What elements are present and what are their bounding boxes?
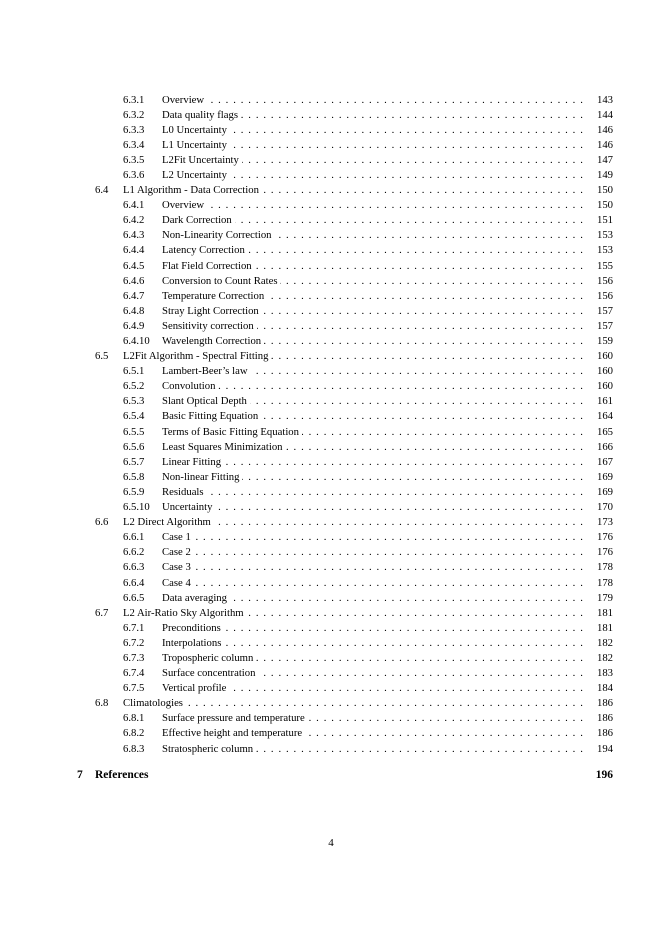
toc-entry-title: Data averaging (162, 591, 230, 606)
toc-entry-number: 6.5.5 (123, 425, 145, 438)
toc-entry-page: 157 (594, 304, 613, 319)
toc-entry-number: 6.6.3 (123, 561, 145, 574)
toc-entry-title: Case 1 (162, 530, 194, 545)
toc-entry[interactable] (0, 243, 662, 258)
toc-entry-number: 6.4 (95, 184, 109, 197)
toc-entry-title: Basic Fitting Equation (162, 409, 261, 424)
toc-chapter-references[interactable] (0, 767, 662, 783)
toc-entry-page: 156 (594, 274, 613, 289)
toc-entry-title: Flat Field Correction (162, 259, 255, 274)
toc-entry-title: L2Fit Uncertainty (162, 153, 242, 168)
toc-entry[interactable] (0, 183, 662, 198)
toc-entry-number: 6.3.6 (123, 168, 145, 181)
toc-entry-title: Dark Correction (162, 213, 235, 228)
toc-entry-page: 144 (594, 108, 613, 123)
toc-entry-title: Stratospheric column (162, 742, 256, 757)
toc-entry-number: 6.5.9 (123, 485, 145, 498)
toc-entry-number: 6.5 (95, 350, 109, 363)
dot-leader (123, 696, 584, 711)
toc-entry-title: Sensitivity correction (162, 319, 257, 334)
toc-entry-page: 147 (594, 153, 613, 168)
toc-entry[interactable] (0, 319, 662, 334)
toc-entry-page: 150 (594, 183, 613, 198)
dot-leader (162, 545, 584, 560)
toc-entry[interactable] (0, 213, 662, 228)
toc-entry-number: 6.4.1 (123, 199, 145, 212)
toc-entry-title: Slant Optical Depth (162, 394, 250, 409)
toc-entry-title: Tropospheric column (162, 651, 256, 666)
dot-leader (162, 576, 584, 591)
toc-entry-title: Overview (162, 198, 207, 213)
toc-entry[interactable] (0, 123, 662, 138)
toc-entry-number: 6.5.8 (123, 470, 145, 483)
toc-entry-page: 156 (594, 289, 613, 304)
table-of-contents (0, 93, 662, 757)
toc-entry-title: Lambert-Beer’s law (162, 364, 251, 379)
dot-leader (162, 485, 584, 500)
toc-entry-number: 6.5.2 (123, 380, 145, 393)
toc-entry[interactable] (0, 394, 662, 409)
toc-entry-page: 155 (594, 259, 613, 274)
toc-entry-page: 160 (594, 364, 613, 379)
toc-entry-number: 6.6.5 (123, 591, 145, 604)
toc-entry-page: 150 (594, 198, 613, 213)
chapter-title: References (95, 769, 149, 781)
toc-entry-number: 6.4.4 (123, 244, 145, 257)
toc-entry-number: 6.8 (95, 697, 109, 710)
toc-entry[interactable] (0, 198, 662, 213)
toc-entry[interactable] (0, 681, 662, 696)
toc-entry-number: 6.8.2 (123, 727, 145, 740)
toc-entry-number: 6.4.3 (123, 229, 145, 242)
toc-entry-title: Case 4 (162, 576, 194, 591)
toc-entry-number: 6.5.1 (123, 365, 145, 378)
toc-entry-page: 151 (594, 213, 613, 228)
toc-entry-page: 182 (594, 651, 613, 666)
toc-entry[interactable] (0, 651, 662, 666)
toc-entry-title: Effective height and temperature (162, 726, 305, 741)
toc-entry[interactable] (0, 576, 662, 591)
toc-entry-page: 194 (594, 742, 613, 757)
toc-entry-number: 6.5.10 (123, 501, 150, 514)
toc-entry-title: L0 Uncertainty (162, 123, 230, 138)
toc-entry-number: 6.5.4 (123, 410, 145, 423)
toc-entry[interactable] (0, 364, 662, 379)
toc-entry-title: Overview (162, 93, 207, 108)
toc-entry-page: 181 (594, 606, 613, 621)
toc-entry[interactable] (0, 696, 662, 711)
toc-entry-number: 6.6.2 (123, 546, 145, 559)
toc-entry-number: 6.3.5 (123, 153, 145, 166)
toc-entry-number: 6.7.1 (123, 621, 145, 634)
toc-entry[interactable] (0, 153, 662, 168)
toc-entry-title: Case 3 (162, 560, 194, 575)
toc-entry-title: Case 2 (162, 545, 194, 560)
toc-entry-page: 184 (594, 681, 613, 696)
toc-entry[interactable] (0, 304, 662, 319)
toc-entry[interactable] (0, 108, 662, 123)
toc-entry-title: L1 Algorithm - Data Correction (123, 183, 262, 198)
toc-entry-title: Data quality flags (162, 108, 241, 123)
toc-entry[interactable] (0, 530, 662, 545)
toc-entry-title: L2Fit Algorithm - Spectral Fitting (123, 349, 271, 364)
toc-entry-number: 6.5.6 (123, 440, 145, 453)
toc-entry-page: 166 (594, 440, 613, 455)
toc-entry-number: 6.8.1 (123, 712, 145, 725)
toc-entry[interactable] (0, 515, 662, 530)
dot-leader (162, 198, 584, 213)
toc-entry-page: 149 (594, 168, 613, 183)
toc-entry-title: Interpolations (162, 636, 224, 651)
toc-entry-title: Climatologies (123, 696, 186, 711)
toc-entry[interactable] (0, 334, 662, 349)
toc-entry-page: 186 (594, 711, 613, 726)
page-number: 4 (328, 837, 334, 849)
toc-entry[interactable] (0, 621, 662, 636)
toc-entry-number: 6.4.2 (123, 214, 145, 227)
toc-entry-page: 179 (594, 591, 613, 606)
toc-entry-page: 178 (594, 560, 613, 575)
toc-entry-number: 6.7.4 (123, 667, 145, 680)
toc-entry-page: 157 (594, 319, 613, 334)
toc-entry-number: 6.7.3 (123, 651, 145, 664)
toc-entry-title: Linear Fitting (162, 455, 224, 470)
toc-entry-page: 160 (594, 349, 613, 364)
toc-entry[interactable] (0, 409, 662, 424)
toc-entry-number: 6.6.4 (123, 576, 145, 589)
toc-entry[interactable] (0, 711, 662, 726)
toc-entry-page: 178 (594, 576, 613, 591)
dot-leader (162, 621, 584, 636)
toc-entry[interactable] (0, 485, 662, 500)
toc-entry-number: 6.4.5 (123, 259, 145, 272)
toc-entry-number: 6.3.4 (123, 138, 145, 151)
toc-entry-number: 6.4.7 (123, 289, 145, 302)
toc-entry-title: L2 Air-Ratio Sky Algorithm (123, 606, 247, 621)
toc-entry-page: 143 (594, 93, 613, 108)
dot-leader (162, 636, 584, 651)
toc-entry-number: 6.6.1 (123, 531, 145, 544)
toc-entry-page: 186 (594, 726, 613, 741)
toc-entry[interactable] (0, 440, 662, 455)
dot-leader (162, 530, 584, 545)
toc-entry-page: 165 (594, 425, 613, 440)
toc-entry-title: L2 Uncertainty (162, 168, 230, 183)
toc-entry-title: Uncertainty (162, 500, 215, 515)
toc-entry[interactable] (0, 168, 662, 183)
dot-leader (162, 379, 584, 394)
toc-entry-page: 153 (594, 243, 613, 258)
dot-leader (162, 455, 584, 470)
dot-leader (162, 560, 584, 575)
chapter-page: 196 (595, 769, 613, 781)
toc-entry-number: 6.3.3 (123, 123, 145, 136)
toc-entry[interactable] (0, 500, 662, 515)
toc-entry-title: Preconditions (162, 621, 224, 636)
toc-entry-page: 169 (594, 470, 613, 485)
toc-entry-title: Stray Light Correction (162, 304, 262, 319)
toc-entry[interactable] (0, 93, 662, 108)
toc-entry-page: 181 (594, 621, 613, 636)
toc-entry-page: 176 (594, 545, 613, 560)
toc-entry-number: 6.4.10 (123, 335, 150, 347)
toc-entry[interactable] (0, 636, 662, 651)
toc-entry-page: 170 (594, 500, 613, 515)
toc-entry-title: Temperature Correction (162, 289, 267, 304)
toc-entry-title: Conversion to Count Rates (162, 274, 280, 289)
toc-entry-title: Residuals (162, 485, 207, 500)
toc-entry-number: 6.7.2 (123, 636, 145, 649)
toc-entry-number: 6.7.5 (123, 682, 145, 695)
toc-entry[interactable] (0, 455, 662, 470)
toc-entry-title: L1 Uncertainty (162, 138, 230, 153)
toc-entry-page: 146 (594, 138, 613, 153)
dot-leader (162, 500, 584, 515)
toc-entry[interactable] (0, 349, 662, 364)
toc-entry[interactable] (0, 425, 662, 440)
toc-entry-title: Surface concentration (162, 666, 258, 681)
toc-entry-page: 161 (594, 394, 613, 409)
toc-entry-number: 6.6 (95, 516, 109, 529)
toc-entry-number: 6.5.7 (123, 455, 145, 468)
toc-entry[interactable] (0, 274, 662, 289)
toc-entry[interactable] (0, 138, 662, 153)
toc-entry-title: Non-linear Fitting (162, 470, 242, 485)
toc-entry-number: 6.7 (95, 606, 109, 619)
toc-entry-page: 164 (594, 409, 613, 424)
toc-entry-page: 153 (594, 228, 613, 243)
toc-entry[interactable] (0, 606, 662, 621)
toc-entry-page: 167 (594, 455, 613, 470)
toc-entry-title: Vertical profile (162, 681, 229, 696)
toc-entry-title: Convolution (162, 379, 218, 394)
toc-entry-page: 169 (594, 485, 613, 500)
toc-entry-title: Surface pressure and temperature (162, 711, 308, 726)
toc-entry[interactable] (0, 591, 662, 606)
toc-entry-page: 176 (594, 530, 613, 545)
toc-entry-title: Terms of Basic Fitting Equation (162, 425, 302, 440)
toc-entry[interactable] (0, 470, 662, 485)
toc-entry-number: 6.5.3 (123, 395, 145, 408)
toc-entry-title: Non-Linearity Correction (162, 228, 275, 243)
toc-entry[interactable] (0, 726, 662, 741)
toc-entry-title: L2 Direct Algorithm (123, 515, 214, 530)
toc-entry-number: 6.3.1 (123, 93, 145, 106)
toc-entry-number: 6.4.6 (123, 274, 145, 287)
toc-entry-page: 183 (594, 666, 613, 681)
chapter-number: 7 (77, 769, 83, 781)
toc-entry-title: Latency Correction (162, 243, 248, 258)
toc-entry[interactable] (0, 379, 662, 394)
toc-entry-page: 160 (594, 379, 613, 394)
toc-entry-page: 173 (594, 515, 613, 530)
toc-entry[interactable] (0, 289, 662, 304)
toc-entry-page: 182 (594, 636, 613, 651)
toc-entry-number: 6.3.2 (123, 108, 145, 121)
toc-entry[interactable] (0, 560, 662, 575)
toc-entry-page: 159 (594, 334, 613, 349)
toc-entry-title: Wavelength Correction (162, 334, 264, 349)
toc-entry[interactable] (0, 545, 662, 560)
toc-entry-page: 186 (594, 696, 613, 711)
toc-entry-number: 6.8.3 (123, 742, 145, 755)
toc-entry-number: 6.4.9 (123, 319, 145, 332)
toc-entry-page: 146 (594, 123, 613, 138)
toc-entry[interactable] (0, 742, 662, 757)
toc-entry[interactable] (0, 228, 662, 243)
toc-entry[interactable] (0, 666, 662, 681)
toc-entry-title: Least Squares Minimization (162, 440, 286, 455)
dot-leader (162, 93, 584, 108)
toc-entry[interactable] (0, 259, 662, 274)
toc-entry-number: 6.4.8 (123, 304, 145, 317)
